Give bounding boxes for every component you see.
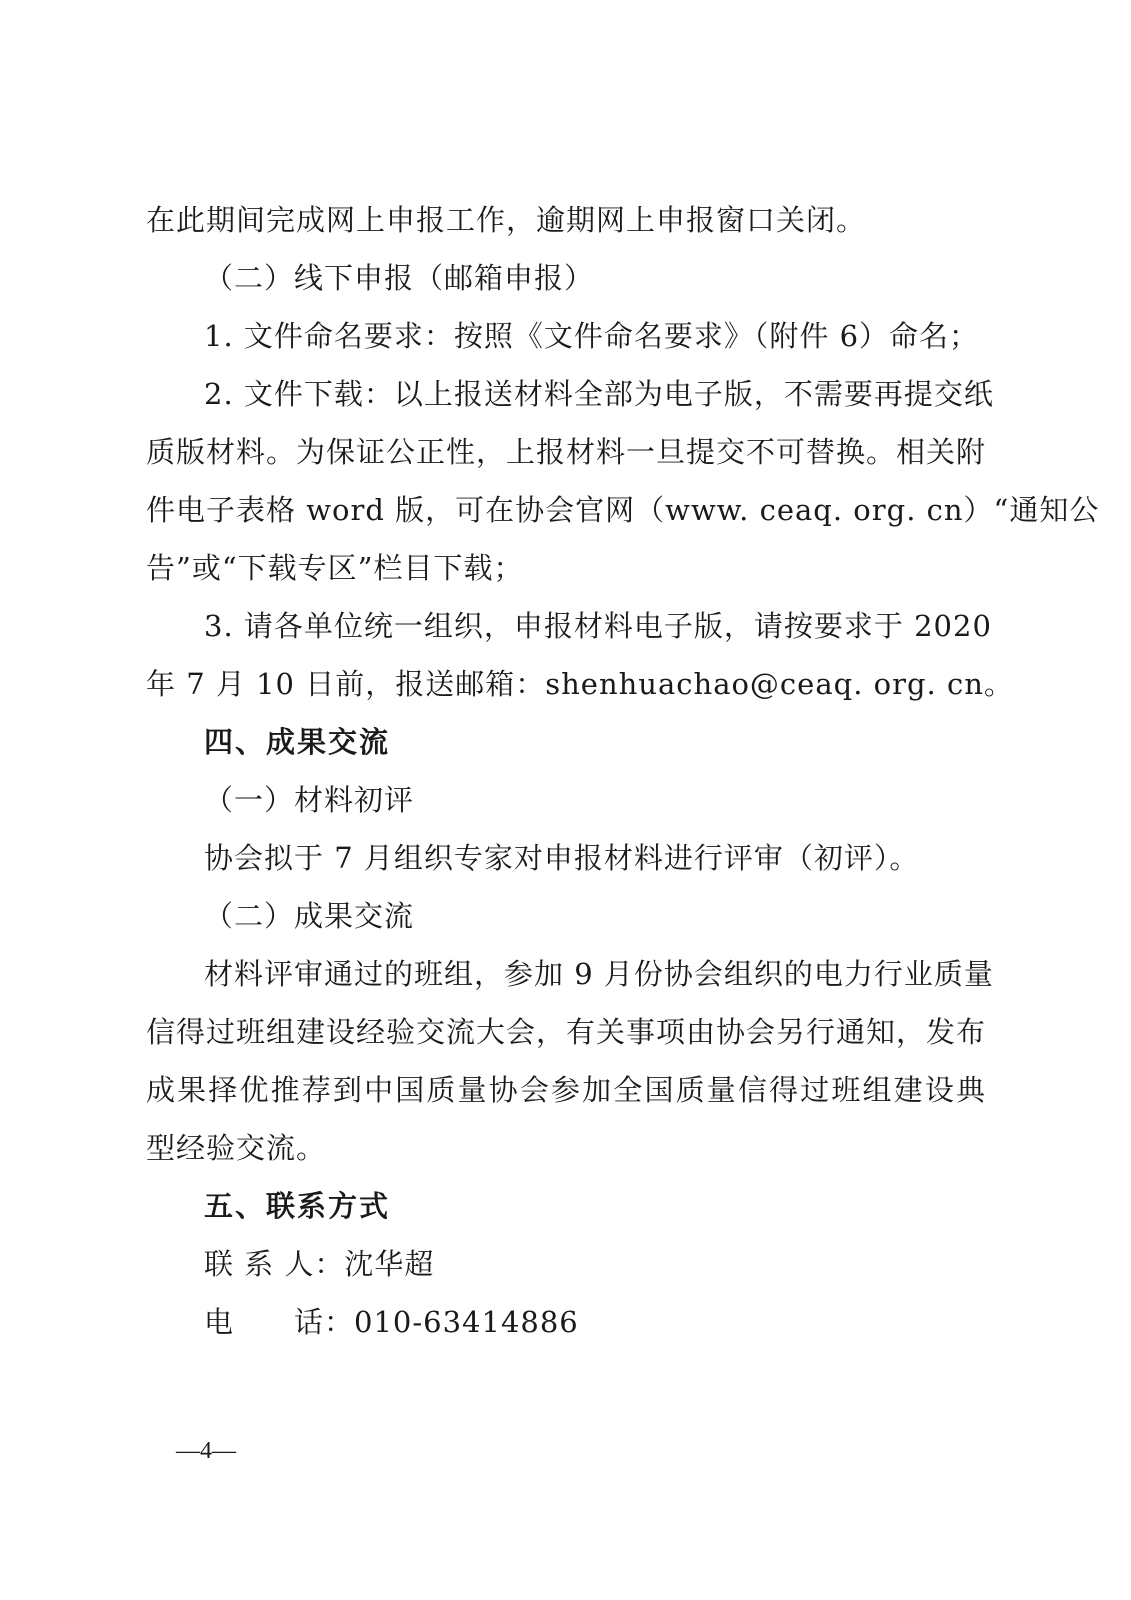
paragraph-line: 材料评审通过的班组，参加 9 月份协会组织的电力行业质量 — [204, 957, 994, 991]
subsection-heading-review: （一）材料初评 — [204, 783, 415, 817]
paragraph-line: 质版材料。为保证公正性，上报材料一旦提交不可替换。相关附 — [146, 435, 987, 469]
contact-phone: 电 话：010-63414886 — [204, 1305, 579, 1339]
paragraph-line: 在此期间完成网上申报工作，逾期网上申报窗口关闭。 — [146, 203, 867, 237]
section-heading-exchange: 四、成果交流 — [204, 725, 391, 759]
paragraph-line: 成果择优推荐到中国质量协会参加全国质量信得过班组建设典 — [146, 1073, 986, 1107]
paragraph-line: 告”或“下载专区”栏目下载； — [146, 551, 524, 585]
list-item-naming: 1. 文件命名要求：按照《文件命名要求》（附件 6）命名； — [204, 319, 980, 353]
paragraph-line: 型经验交流。 — [146, 1131, 327, 1165]
subsection-heading-exchange: （二）成果交流 — [204, 899, 415, 933]
paragraph-line: 年 7 月 10 日前，报送邮箱：shenhuachao@ceaq. org. cn。 — [146, 667, 1014, 701]
subsection-heading-offline: （二）线下申报（邮箱申报） — [204, 261, 595, 295]
contact-person: 联 系 人：沈华超 — [204, 1247, 435, 1281]
paragraph-line: 信得过班组建设经验交流大会，有关事项由协会另行通知，发布 — [146, 1015, 987, 1049]
list-item-download: 2. 文件下载：以上报送材料全部为电子版，不需要再提交纸 — [204, 377, 994, 411]
paragraph-line: 件电子表格 word 版，可在协会官网（www. ceaq. org. cn）“通知公 — [146, 493, 1100, 527]
paragraph-line: 协会拟于 7 月组织专家对申报材料进行评审（初评）。 — [204, 841, 920, 875]
page-number: —4— — [176, 1438, 236, 1464]
list-item-submit: 3. 请各单位统一组织，申报材料电子版，请按要求于 2020 — [204, 609, 992, 643]
section-heading-contact: 五、联系方式 — [204, 1189, 391, 1223]
